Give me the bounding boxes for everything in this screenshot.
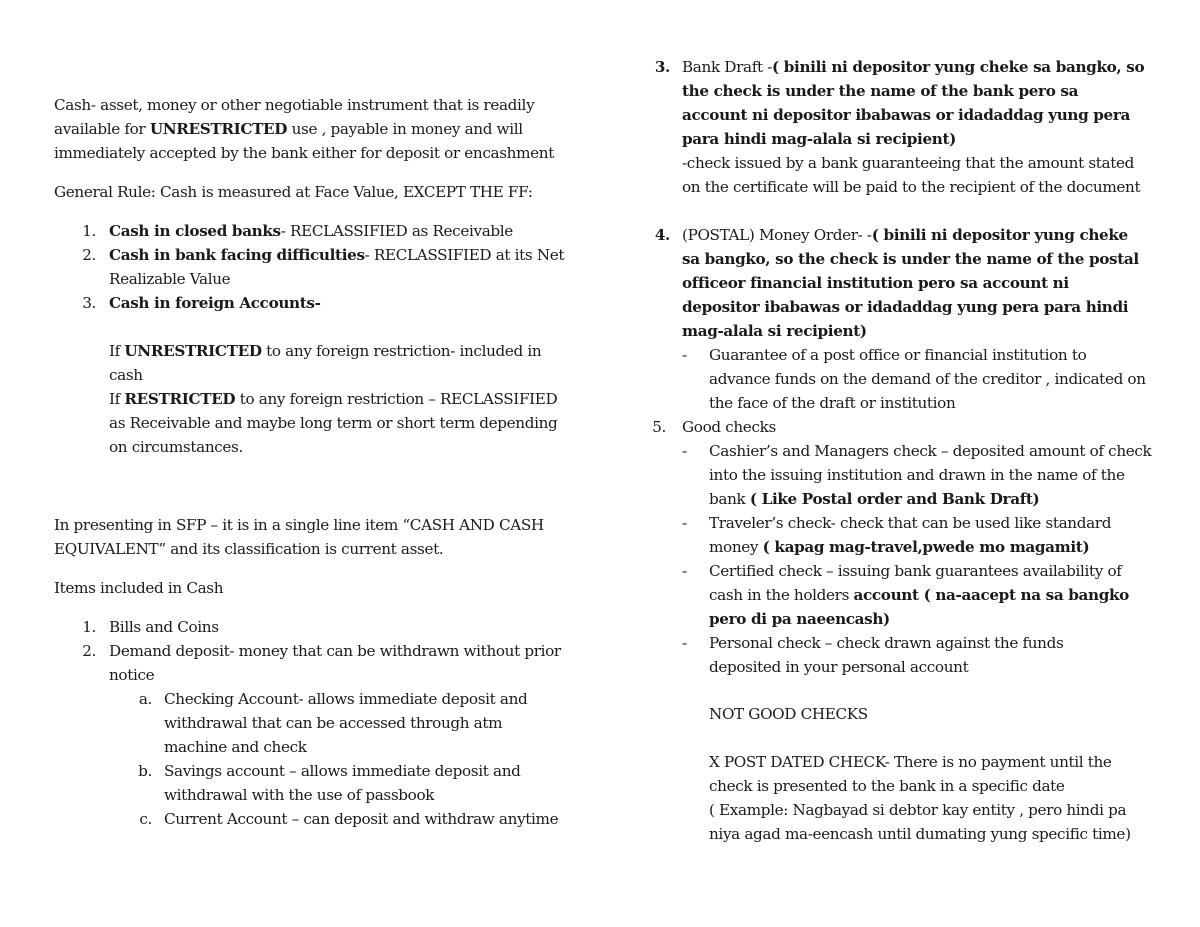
post-dated-example: ( Example: Nagbayad si debtor kay entity , pero hindi pa niya agad ma-eencash until dumating yung specific time) [709, 801, 1131, 843]
foreign-unrestricted: If UNRESTRICTED to any foreign restriction- included in cash [109, 342, 542, 384]
foreign-accounts-detail [109, 339, 569, 459]
unrestricted-bold: UNRESTRICTED [149, 120, 288, 138]
rules-list [54, 219, 574, 315]
check-cashiers: - Cashier’s and Managers check – deposited amount of check into the issuing institution and drawn in the name of the bank ( Like Postal order and Bank Draft) [682, 442, 1152, 508]
money-order-item: 4. (POSTAL) Money Order- -( binili ni depositor yung cheke sa bangko, so the check is under the name of the postal officeor financial institution pero sa account ni depositor ibabawas or idadaddag yung pera para hindi mag-alala si recipient) - Guarantee of a post office or financial institution to advance funds on the demand of the creditor , indicated on the face of the draft or institution [652, 223, 1147, 415]
bank-draft-item: 3. Bank Draft -( binili ni depositor yung cheke sa bangko, so the check is under the name of the bank pero sa account ni depositor ibabawas or idadaddag yung pera para hindi mag-alala si recipient) -check issued by a bank guaranteeing that the amount stated on the certificate will be paid to the recipient of the document [652, 55, 1147, 199]
sfp-presentation: In presenting in SFP – it is in a single line item “CASH AND CASH EQUIVALENT” and its classification is current asset. [54, 516, 544, 558]
items-title: Items included in Cash [54, 579, 224, 597]
rule-item-1: 1. Cash in closed banks- RECLASSIFIED as Receivable [82, 222, 513, 240]
general-rule: General Rule: Cash is measured at Face Value, EXCEPT THE FF: [54, 183, 533, 201]
demand-subitem-c: c. Current Account – can deposit and withdraw anytime [139, 810, 559, 828]
cash-item-1: 1. Bills and Coins [82, 618, 219, 636]
items-list [54, 615, 574, 831]
check-personal: - Personal check – check drawn against the funds deposited in your personal account [682, 634, 1064, 676]
not-good-checks-title: NOT GOOD CHECKS [709, 705, 868, 723]
bank-draft-note: ( binili ni depositor yung cheke sa bangko, so the check is under the name of the bank pero sa account ni depositor ibabawas or idadaddag yung pera para hindi mag-alala si recipient) [682, 58, 1145, 148]
good-checks-item: 5. Good checks - Cashier’s and Managers check – deposited amount of check into the issuing institution and drawn in the name of the bank ( Like Postal order and Bank Draft) - Traveler’s check- check that can be used like standard money ( kapag mag-travel,pwede mo magamit) - Certified check – issuing bank guarantees availability of cash in the holders account ( na-aacept na sa bangko pero di pa naeencash) - Personal check – check drawn against the funds deposited in your personal account [652, 415, 1152, 679]
check-travelers: - Traveler’s check- check that can be used like standard money ( kapag mag-travel,pwede mo magamit) [682, 514, 1112, 556]
demand-subitem-b: b. Savings account – allows immediate deposit and withdrawal with the use of passbook [138, 762, 521, 804]
cash-item-2: 2. Demand deposit- money that can be withdrawn without prior notice [82, 642, 561, 684]
demand-subitem-a: a. Checking Account- allows immediate deposit and withdrawal that can be accessed through atm machine and check [138, 690, 528, 756]
money-order-note: ( binili ni depositor yung cheke sa bangko, so the check is under the name of the postal officeor financial institution pero sa account ni depositor ibabawas or idadaddag yung pera para hindi mag-alala si recipient) [682, 226, 1139, 340]
money-order-desc: - Guarantee of a post office or financial institution to advance funds on the demand of the creditor , indicated on the face of the draft or institution [682, 346, 1146, 412]
post-dated-check: X POST DATED CHECK- There is no payment until the check is presented to the bank in a specific date [709, 753, 1112, 795]
good-checks-title: Good checks [682, 418, 776, 436]
bank-draft-desc: -check issued by a bank guaranteeing that the amount stated on the certificate will be paid to the recipient of the document [682, 154, 1141, 196]
not-good-checks-section [709, 702, 1154, 846]
rule-item-2: 2. Cash in bank facing difficulties- RECLASSIFIED at its Net Realizable Value [82, 246, 565, 288]
rule-item-3: 3. Cash in foreign Accounts- [82, 294, 321, 312]
foreign-restricted: If RESTRICTED to any foreign restriction – RECLASSIFIED as Receivable and maybe long term or short term depending on circumstances. [109, 390, 558, 456]
check-certified: - Certified check – issuing bank guarantees availability of cash in the holders account ( na-aacept na sa bangko pero di pa naeencash) [682, 562, 1129, 628]
cash-definition: Cash- asset, money or other negotiable instrument that is readily available for UNRESTRICTED use , payable in money and will immediately accepted by the bank either for deposit or encashment [54, 96, 554, 162]
